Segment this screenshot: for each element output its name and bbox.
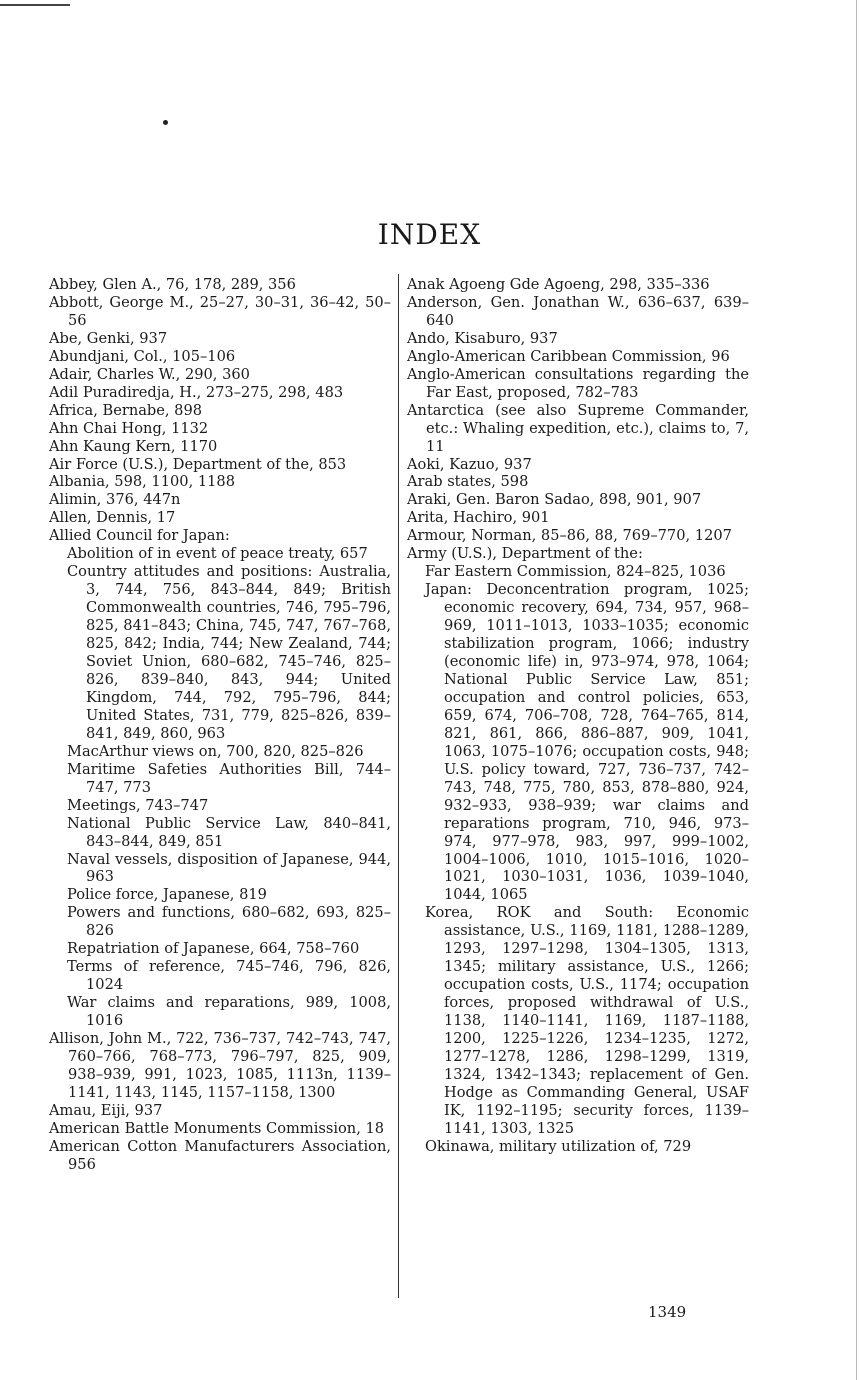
index-subentry: Maritime Safeties Authorities Bill, 744–747, 773 bbox=[67, 760, 391, 796]
index-subentry: Police force, Japanese, 819 bbox=[67, 886, 267, 904]
index-subentry: Terms of reference, 745–746, 796, 826, 1024 bbox=[67, 958, 391, 994]
right-index-column bbox=[407, 276, 749, 1156]
index-entry: Abbey, Glen A., 76, 178, 289, 356 bbox=[49, 276, 296, 293]
index-entry: Antarctica (see also Supreme Commander, etc.: Whaling expedition, etc.), claims to, 7, 11 bbox=[407, 401, 749, 455]
page-number: 1349 bbox=[648, 1303, 687, 1321]
index-entry: Abbott, George M., 25–27, 30–31, 36–42, 50–56 bbox=[49, 293, 391, 329]
index-entry: Allen, Dennis, 17 bbox=[49, 509, 176, 527]
index-entry: Anderson, Gen. Jonathan W., 636–637, 639–640 bbox=[407, 293, 749, 329]
index-subentry: Powers and functions, 680–682, 693, 825–826 bbox=[67, 904, 391, 940]
index-entry: Ahn Chai Hong, 1132 bbox=[49, 419, 209, 437]
index-entry: Araki, Gen. Baron Sadao, 898, 901, 907 bbox=[407, 491, 702, 509]
index-entry: Arita, Hachiro, 901 bbox=[407, 509, 550, 527]
index-entry: Adil Puradiredja, H., 273–275, 298, 483 bbox=[49, 383, 344, 401]
page-title: INDEX bbox=[377, 218, 482, 251]
index-subentry: National Public Service Law, 840–841, 843–844, 849, 851 bbox=[67, 814, 391, 850]
index-entry: Anglo-American consultations regarding the Far East, proposed, 782–783 bbox=[407, 365, 749, 401]
index-subentry: Okinawa, military utilization of, 729 bbox=[425, 1137, 692, 1155]
index-entry: American Cotton Manufacturers Association, 956 bbox=[49, 1137, 391, 1173]
index-subentry: Naval vessels, disposition of Japanese, 944, 963 bbox=[67, 850, 391, 886]
index-entry: Armour, Norman, 85–86, 88, 769–770, 1207 bbox=[407, 527, 732, 545]
index-entry: Anak Agoeng Gde Agoeng, 298, 335–336 bbox=[407, 276, 710, 293]
right-edge-rule bbox=[856, 0, 857, 1380]
index-entry: Amau, Eiji, 937 bbox=[49, 1101, 163, 1119]
index-entry: Abundjani, Col., 105–106 bbox=[49, 347, 236, 365]
index-entry: Allied Council for Japan: bbox=[49, 527, 230, 545]
index-entry: Allison, John M., 722, 736–737, 742–743, 747, 760–766, 768–773, 796–797, 825, 909, 938–939, 991, 1023, 1085, 1113n, 1139–1141, 1143, 1145, 1157–1158, 1300 bbox=[49, 1030, 391, 1101]
left-index-column bbox=[49, 276, 391, 1174]
index-entry: Army (U.S.), Department of the: bbox=[407, 545, 643, 563]
index-subentry: MacArthur views on, 700, 820, 825–826 bbox=[67, 742, 364, 760]
index-subentry: Korea, ROK and South: Economic assistance, U.S., 1169, 1181, 1288–1289, 1293, 1297–1298, 1304–1305, 1313, 1345; military assistance, U.S., 1266; occupation costs, U.S., 1174; occupation forces, proposed withdrawal of U.S., 1138, 1140–1141, 1169, 1187–1188, 1200, 1225–1226, 1234–1235, 1272, 1277–1278, 1286, 1298–1299, 1319, 1324, 1342–1343; replacement of Gen. Hodge as Commanding General, USAF IK, 1192–1195; security forces, 1139–1141, 1303, 1325 bbox=[425, 904, 749, 1137]
index-entry: Arab states, 598 bbox=[407, 473, 529, 491]
index-subentry: Meetings, 743–747 bbox=[67, 796, 209, 814]
ink-dot bbox=[163, 120, 168, 125]
index-entry: Albania, 598, 1100, 1188 bbox=[49, 473, 235, 491]
column-separator bbox=[398, 274, 399, 1298]
index-entry: Aoki, Kazuo, 937 bbox=[407, 455, 532, 473]
index-entry: Air Force (U.S.), Department of the, 853 bbox=[49, 455, 347, 473]
index-entry: Ando, Kisaburo, 937 bbox=[407, 329, 558, 347]
index-entry: Alimin, 376, 447n bbox=[49, 491, 181, 509]
index-entry: Adair, Charles W., 290, 360 bbox=[49, 365, 250, 383]
index-entry: Abe, Genki, 937 bbox=[49, 329, 168, 347]
index-entry: American Battle Monuments Commission, 18 bbox=[49, 1119, 385, 1137]
index-entry: Africa, Bernabe, 898 bbox=[49, 401, 203, 419]
index-subentry: Country attitudes and positions: Australia, 3, 744, 756, 843–844, 849; British Commonwealth countries, 746, 795–796, 825, 841–843; China, 745, 747, 767–768, 825, 842; India, 744; New Zealand, 744; Soviet Union, 680–682, 745–746, 825–826, 839–840, 843, 944; United Kingdom, 744, 792, 795–796, 844; United States, 731, 779, 825–826, 839–841, 849, 860, 963 bbox=[67, 563, 391, 742]
index-subentry: Repatriation of Japanese, 664, 758–760 bbox=[67, 940, 360, 958]
top-rule bbox=[0, 4, 70, 6]
index-subentry: Far Eastern Commission, 824–825, 1036 bbox=[425, 563, 726, 581]
index-entry: Anglo-American Caribbean Commission, 96 bbox=[407, 347, 730, 365]
index-entry: Ahn Kaung Kern, 1170 bbox=[49, 437, 218, 455]
index-subentry: War claims and reparations, 989, 1008, 1016 bbox=[67, 994, 391, 1030]
index-subentry: Japan: Deconcentration program, 1025; economic recovery, 694, 734, 957, 968–969, 1011–1013, 1033–1035; economic stabilization program, 1066; industry (economic life) in, 973–974, 978, 1064; National Public Service Law, 851; occupation and control policies, 653, 659, 674, 706–708, 728, 764–765, 814, 821, 861, 866, 886–887, 909, 1041, 1063, 1075–1076; occupation costs, 948; U.S. policy toward, 727, 736–737, 742–743, 748, 775, 780, 853, 878–880, 924, 932–933, 938–939; war claims and reparations program, 710, 946, 973–974, 977–978, 983, 997, 999–1002, 1004–1006, 1010, 1015–1016, 1020–1021, 1030–1031, 1036, 1039–1040, 1044, 1065 bbox=[425, 581, 749, 904]
index-subentry: Abolition of in event of peace treaty, 657 bbox=[67, 545, 368, 563]
